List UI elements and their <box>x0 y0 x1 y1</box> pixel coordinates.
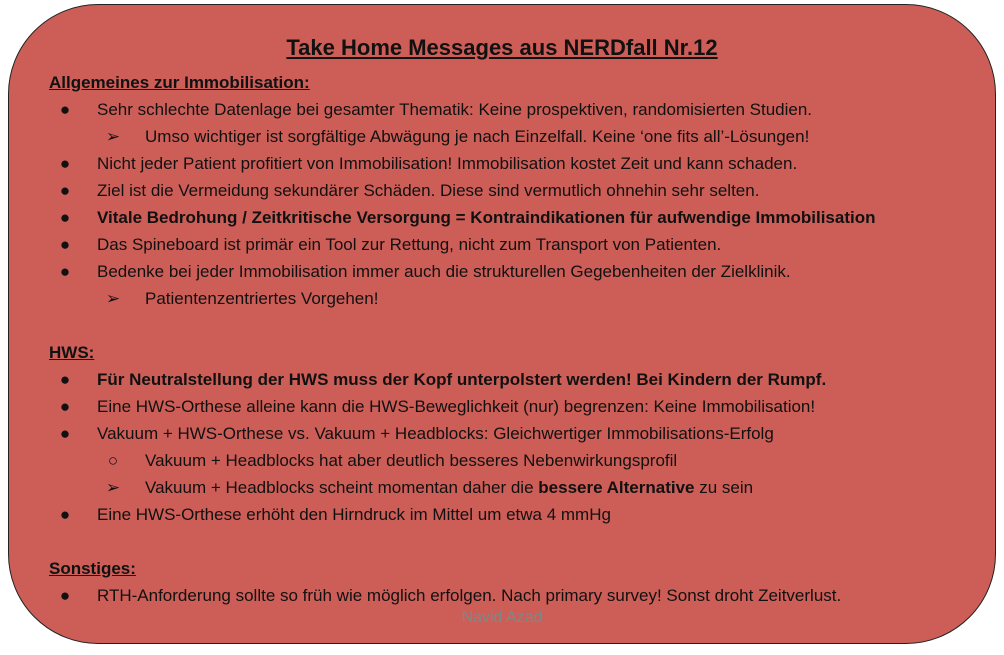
list-item-text: Patientenzentriertes Vorgehen! <box>145 289 379 308</box>
content <box>9 69 995 609</box>
list-item <box>9 258 995 285</box>
list-item <box>9 150 995 177</box>
arrow-bullet-icon: ➢ <box>105 127 121 146</box>
author-footer: Navid Azad <box>461 609 543 626</box>
list-item-text <box>145 474 753 501</box>
list-item-text: Das Spineboard ist primär ein Tool zur Rettung, nicht zum Transport von Patienten. <box>97 235 722 254</box>
list-item <box>9 96 995 123</box>
list-item <box>9 366 995 393</box>
list-item <box>9 582 995 609</box>
bullet-icon: ● <box>59 262 71 281</box>
text-segment: zu sein <box>694 478 754 497</box>
bullet-icon: ● <box>59 505 71 524</box>
list-item <box>9 501 995 528</box>
text-segment: Vakuum + Headblocks scheint momentan daher die <box>145 478 539 497</box>
list-item-text: Nicht jeder Patient profitiert von Immobilisation! Immobilisation kostet Zeit und kann schaden. <box>97 154 798 173</box>
bullet-icon: ● <box>59 370 71 389</box>
list-item-text: Umso wichtiger ist sorgfältige Abwägung je nach Einzelfall. Keine ‘one fits all’-Lösungen! <box>145 127 810 146</box>
page-title: Take Home Messages aus NERDfall Nr.12 <box>286 35 718 60</box>
list-item-text: Vakuum + HWS-Orthese vs. Vakuum + Headblocks: Gleichwertiger Immobilisations-Erfolg <box>97 424 774 443</box>
list-item-text: Sehr schlechte Datenlage bei gesamter Thematik: Keine prospektiven, randomisierten Studien. <box>97 100 813 119</box>
list-item <box>9 393 995 420</box>
section-heading-other: Sonstiges: <box>49 559 136 578</box>
list-item-text: Vakuum + Headblocks hat aber deutlich besseres Nebenwirkungsprofil <box>145 451 678 470</box>
list-item-text: Eine HWS-Orthese alleine kann die HWS-Beweglichkeit (nur) begrenzen: Keine Immobilisation! <box>97 397 816 416</box>
bullet-icon: ● <box>59 235 71 254</box>
take-home-card <box>8 4 996 644</box>
list-item <box>9 231 995 258</box>
bullet-icon: ● <box>59 424 71 443</box>
section-heading-hws: HWS: <box>49 343 95 362</box>
list-item-text: Ziel ist die Vermeidung sekundärer Schäden. Diese sind vermutlich ohnehin sehr selten. <box>97 181 760 200</box>
list-item <box>9 447 995 474</box>
arrow-bullet-icon: ➢ <box>105 289 121 308</box>
list-item <box>9 123 995 150</box>
list-item <box>9 285 995 312</box>
bullet-icon: ● <box>59 208 71 227</box>
list-item <box>9 420 995 447</box>
bullet-icon: ● <box>59 154 71 173</box>
list-item <box>9 204 995 231</box>
bullet-icon: ● <box>59 397 71 416</box>
emphasis-text: bessere Alternative <box>538 478 695 497</box>
list-item <box>9 474 995 501</box>
bullet-icon: ● <box>59 100 71 119</box>
bullet-icon: ● <box>59 586 71 605</box>
list-item-text: Bedenke bei jeder Immobilisation immer auch die strukturellen Gegebenheiten der Zielklinik. <box>97 262 791 281</box>
list-item-text: RTH-Anforderung sollte so früh wie möglich erfolgen. Nach primary survey! Sonst droht Zeitverlust. <box>97 586 842 605</box>
arrow-bullet-icon: ➢ <box>105 478 121 497</box>
section-heading-general: Allgemeines zur Immobilisation: <box>49 73 310 92</box>
list-item-text: Eine HWS-Orthese erhöht den Hirndruck im Mittel um etwa 4 mmHg <box>97 505 611 524</box>
circle-bullet-icon: ○ <box>107 451 119 470</box>
bullet-icon: ● <box>59 181 71 200</box>
list-item-text: Vitale Bedrohung / Zeitkritische Versorgung = Kontraindikationen für aufwendige Immobilisation <box>97 208 876 227</box>
list-item-text: Für Neutralstellung der HWS muss der Kopf unterpolstert werden! Bei Kindern der Rumpf. <box>97 370 827 389</box>
list-item <box>9 177 995 204</box>
